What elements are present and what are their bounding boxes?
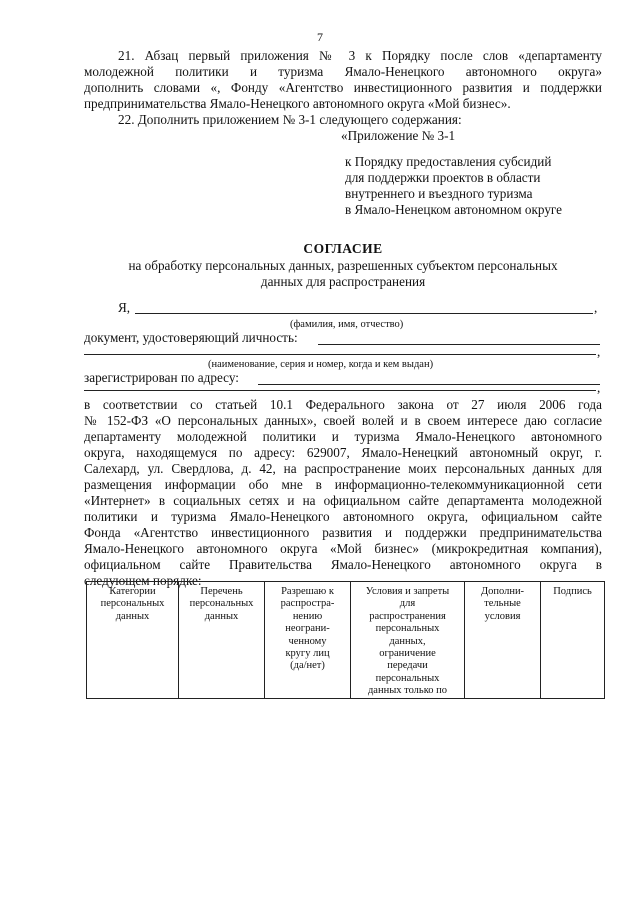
document-line-1[interactable] [318, 329, 600, 345]
body-line-1: в соответствии со статьей 10.1 Федерального закона от 27 июля 2006 года [84, 397, 602, 412]
page-number: 7 [317, 30, 323, 44]
body-line-5: Салехард, ул. Свердлова, д. 42, на распространение моих персональных данных для [84, 461, 602, 476]
col-categories: Категории персональных данных [87, 582, 179, 699]
document-line-2[interactable] [84, 349, 596, 355]
body-line-12: следующем порядке: [84, 573, 202, 588]
appendix-line-3: внутреннего и въездного туризма [345, 186, 533, 201]
col-permission: Разрешаю к распростра- нению неограни- ченному кругу лиц (да/нет) [265, 582, 351, 699]
appendix-title: «Приложение № 3-1 [341, 128, 456, 143]
appendix-line-2: для поддержки проектов в области [345, 170, 541, 185]
body-line-11: официальном сайте Правительства Ямало-Ненецкого автономного округа в [84, 557, 602, 572]
body-line-9: Фонда «Агентство инвестиционного развития и поддержки предпринимательства [84, 525, 602, 540]
body-line-2: № 152-ФЗ «О персональных данных», своей волей и в своем интересе даю согласие [84, 413, 602, 428]
body-line-10: Ямало-Ненецкого автономного округа «Мой бизнес» (микрокредитная компания), [84, 541, 602, 556]
consent-table [86, 581, 605, 699]
document-comma: , [597, 344, 601, 359]
col-list: Перечень персональных данных [179, 582, 265, 699]
i-label: Я, [118, 300, 131, 315]
name-hint: (фамилия, имя, отчество) [290, 319, 404, 330]
col-additional: Дополни- тельные условия [465, 582, 541, 699]
item21-line-3: дополнить словами «, Фонду «Агентство инвестиционного развития и поддержки [84, 80, 602, 95]
address-comma: , [597, 380, 601, 395]
consent-title: СОГЛАСИЕ [303, 241, 383, 256]
body-line-7: «Интернет» в социальных сетях и на официальном сайте департамента молодежной [84, 493, 602, 508]
address-label: зарегистрирован по адресу: [84, 370, 239, 385]
address-line-2[interactable] [84, 384, 596, 391]
item21-line-1: 21. Абзац первый приложения № 3 к Порядку после слов «департаменту [118, 48, 602, 63]
document-hint: (наименование, серия и номер, когда и кем выдан) [208, 359, 434, 370]
appendix-line-4: в Ямало-Ненецком автономном округе [345, 202, 562, 217]
col-conditions: Условия и запреты для распространения персональных данных, ограничение передачи персональных данных только по [351, 582, 465, 699]
item21-line-4: предпринимательства Ямало-Ненецкого автономного округа «Мой бизнес». [84, 96, 511, 111]
name-comma: , [594, 300, 598, 315]
document-label: документ, удостоверяющий личность: [84, 330, 298, 345]
consent-subtitle-1: на обработку персональных данных, разрешенных субъектом персональных [128, 258, 558, 273]
body-line-4: округа, находящемуся по адресу: 629007, Ямало-Ненецкий автономный округ, г. [84, 445, 602, 460]
appendix-line-1: к Порядку предоставления субсидий [345, 154, 552, 169]
consent-subtitle-2: данных для распространения [260, 274, 426, 289]
body-line-3: департаменту молодежной политики и туризма Ямало-Ненецкого автономного [84, 429, 602, 444]
col-signature: Подпись [541, 582, 605, 699]
item22-text: 22. Дополнить приложением № 3-1 следующего содержания: [118, 112, 462, 127]
body-line-8: политики и туризма Ямало-Ненецкого автономного округа, официальном сайте [84, 509, 602, 524]
item21-line-2: молодежной политики и туризма Ямало-Ненецкого автономного округа» [84, 64, 602, 79]
table-header-row [87, 582, 605, 699]
name-line[interactable] [135, 298, 593, 314]
body-line-6: размещения информации обо мне в информационно-телекоммуникационной сети [84, 477, 602, 492]
address-line-1[interactable] [258, 369, 600, 385]
